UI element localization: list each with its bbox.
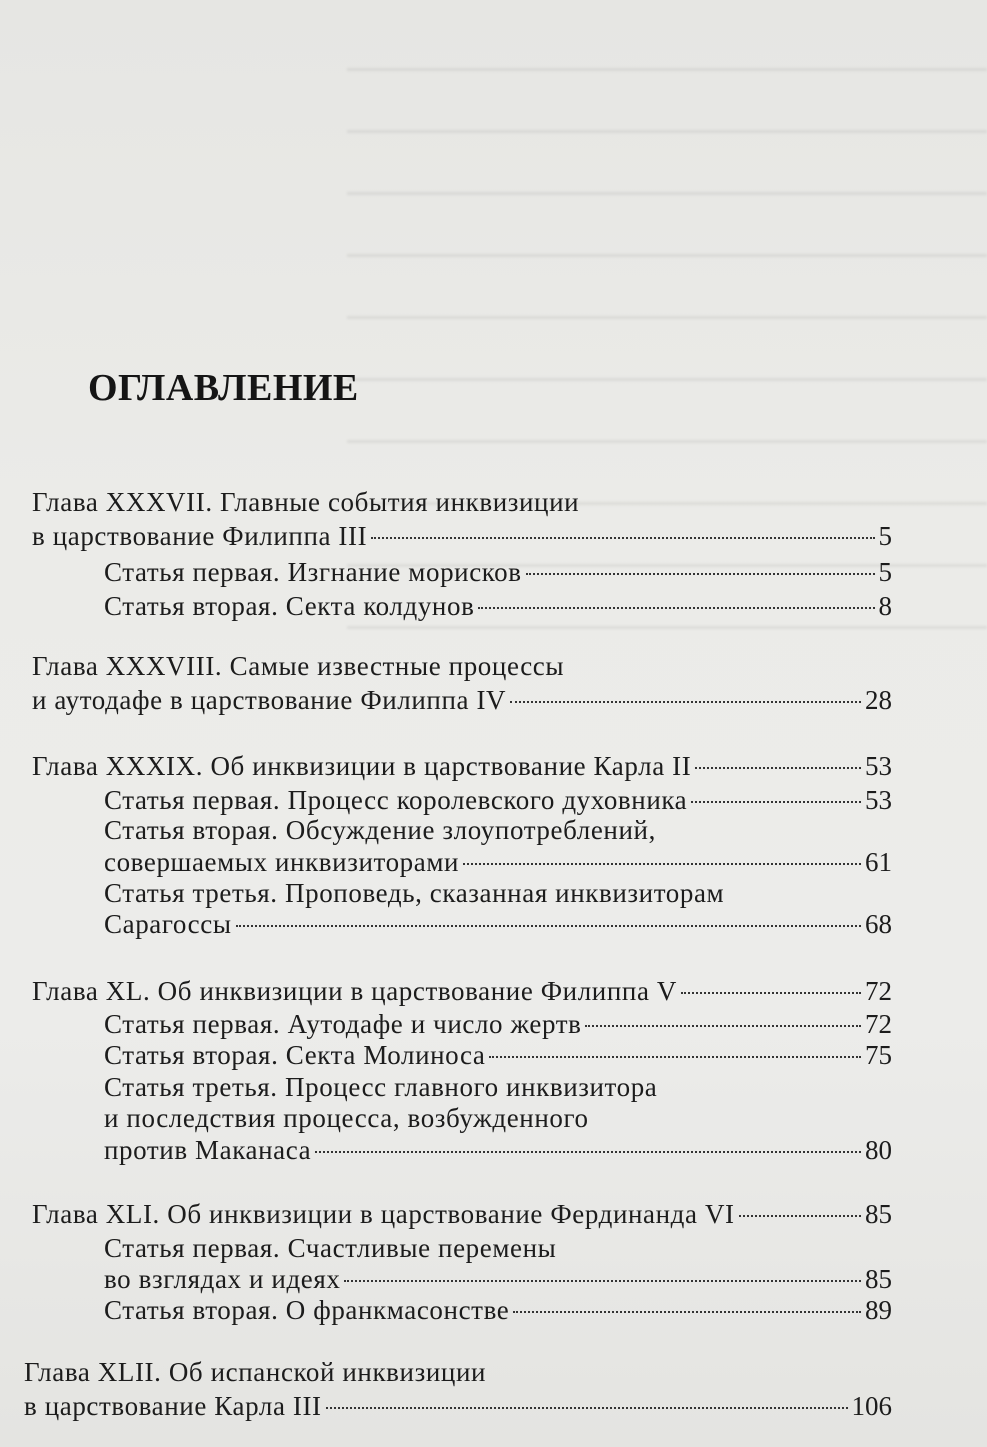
toc-article-line[interactable]: Статья вторая. О франкмасонстве 89 — [104, 1295, 892, 1325]
dot-leader — [344, 1280, 861, 1282]
dot-leader — [691, 801, 861, 803]
page-number: 75 — [865, 1040, 892, 1070]
dot-leader — [478, 607, 874, 609]
page-number: 106 — [851, 1391, 892, 1421]
toc-article-line[interactable]: против Маканаса 80 — [104, 1135, 892, 1165]
toc-article-line[interactable]: совершаемых инквизиторами 61 — [104, 847, 892, 877]
toc-chapter-41-line-1[interactable]: Глава XLI. Об инквизиции в царствование Фердинанда VI 85 — [32, 1199, 892, 1229]
toc-chapter-37-line-1: Глава XXXVII. Главные события инквизиции — [32, 487, 580, 517]
page-number: 53 — [865, 785, 892, 815]
dot-leader — [371, 537, 874, 539]
toc-article-line: Статья вторая. Обсуждение злоупотреблений, — [104, 815, 656, 845]
toc-chapter-42-line-2[interactable]: в царствование Карла III 106 — [24, 1391, 892, 1421]
page-number: 53 — [865, 751, 892, 781]
page-number: 89 — [865, 1295, 892, 1325]
toc-chapter-37-line-2[interactable]: в царствование Филиппа III 5 — [32, 521, 892, 551]
page-number: 68 — [865, 909, 892, 939]
dot-leader — [681, 992, 861, 994]
toc-chapter-40-line-1[interactable]: Глава XL. Об инквизиции в царствование Филиппа V 72 — [32, 976, 892, 1006]
toc-article-line[interactable]: Статья вторая. Секта колдунов 8 — [104, 591, 892, 621]
page-number: 5 — [878, 521, 892, 551]
dot-leader — [510, 701, 861, 703]
dot-leader — [513, 1311, 861, 1313]
dot-leader — [489, 1056, 861, 1058]
page-number: 80 — [865, 1135, 892, 1165]
page-number: 72 — [865, 976, 892, 1006]
toc-article-line[interactable]: Статья вторая. Секта Молиноса 75 — [104, 1040, 892, 1070]
dot-leader — [463, 863, 861, 865]
dot-leader — [326, 1407, 848, 1409]
dot-leader — [585, 1025, 861, 1027]
page-title: ОГЛАВЛЕНИЕ — [88, 367, 359, 409]
toc-article-line: Статья первая. Счастливые перемены — [104, 1233, 557, 1263]
page-number: 28 — [865, 685, 892, 715]
toc-chapter-39-line-1[interactable]: Глава XXXIX. Об инквизиции в царствование Карла II 53 — [32, 751, 892, 781]
toc-article-line[interactable]: во взглядах и идеях 85 — [104, 1264, 892, 1294]
toc-article-line[interactable]: Сарагоссы 68 — [104, 909, 892, 939]
dot-leader — [695, 767, 861, 769]
dot-leader — [236, 925, 861, 927]
page-number: 85 — [865, 1264, 892, 1294]
toc-chapter-38-line-2[interactable]: и аутодафе в царствование Филиппа IV 28 — [32, 685, 892, 715]
toc-chapter-38-line-1: Глава XXXVIII. Самые известные процессы — [32, 651, 565, 681]
toc-article-line: и последствия процесса, возбужденного — [104, 1103, 589, 1133]
page-number: 85 — [865, 1199, 892, 1229]
page-number: 8 — [878, 591, 892, 621]
toc-article-line[interactable]: Статья первая. Процесс королевского духовника 53 — [104, 785, 892, 815]
dot-leader — [526, 573, 875, 575]
page-number: 61 — [865, 847, 892, 877]
toc-article-line: Статья третья. Процесс главного инквизитора — [104, 1072, 658, 1102]
toc-article-line: Статья третья. Проповедь, сказанная инквизиторам — [104, 878, 725, 908]
dot-leader — [315, 1151, 861, 1153]
page-number: 5 — [878, 557, 892, 587]
toc-article-line[interactable]: Статья первая. Изгнание морисков 5 — [104, 557, 892, 587]
dot-leader — [739, 1215, 861, 1217]
page-number: 72 — [865, 1009, 892, 1039]
toc-article-line[interactable]: Статья первая. Аутодафе и число жертв 72 — [104, 1009, 892, 1039]
toc-chapter-42-line-1: Глава XLII. Об испанской инквизиции — [24, 1357, 487, 1387]
